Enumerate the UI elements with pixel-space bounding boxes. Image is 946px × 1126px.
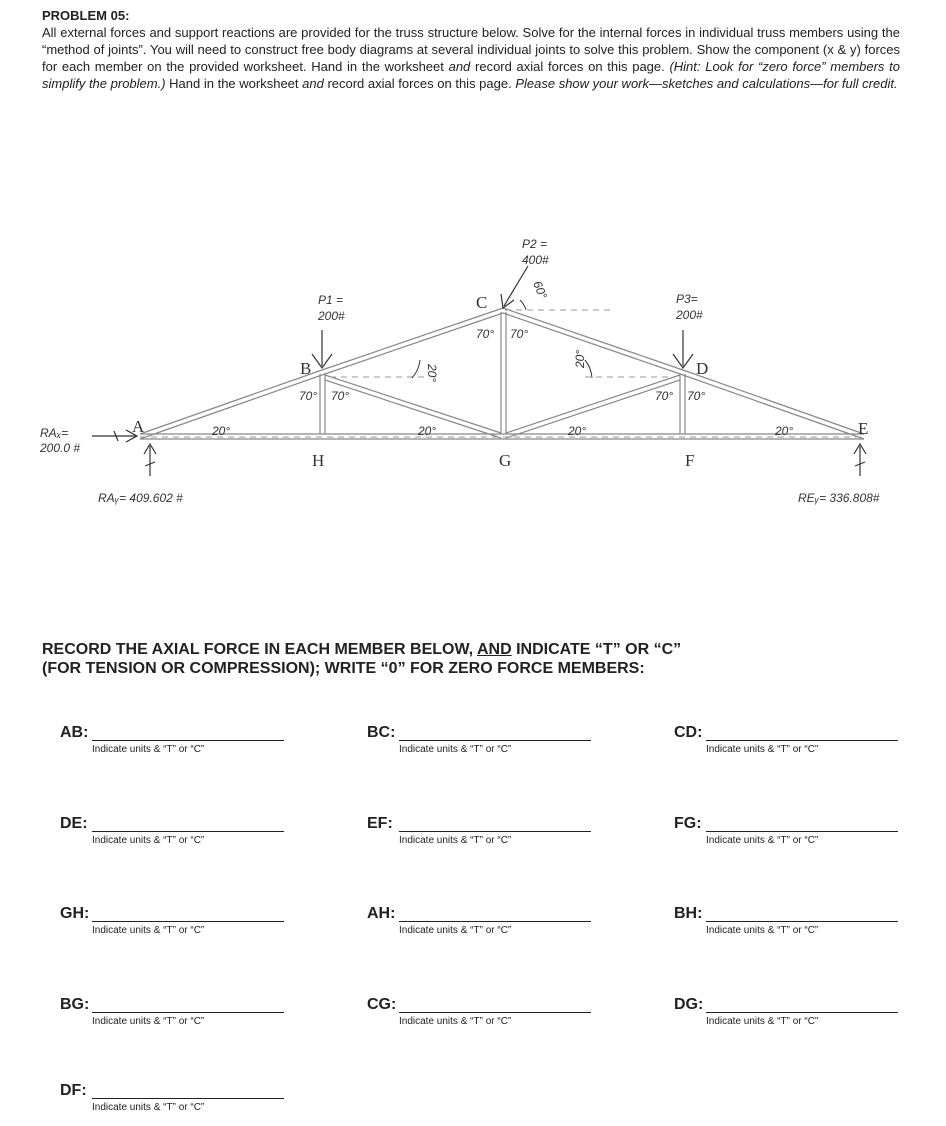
answer-blank[interactable] — [92, 740, 284, 741]
problem-instructions: All external forces and support reactions are provided for the truss structure below. Solve for the internal forces in individual truss members using the “method of joints”. You will need to construct free body diagrams at several individual joints to solve this problem. Show the component (x & y) forces for each member on the provided worksheet. Hand in the worksheet and record axial forces on this page. (Hint: Look for “zero force” members to simplify the problem.) Hand in the worksheet and record axial forces on this page. Please show your work—sketches and calculations—for full credit. — [42, 25, 900, 91]
angle-b-right: 70° — [331, 389, 350, 403]
member-label: BG: — [60, 996, 90, 1013]
member-label: FG: — [674, 815, 702, 832]
member-cg — [501, 312, 506, 434]
truss-diagram — [0, 220, 946, 520]
reaction-ray: RAᵧ= 409.602 # — [98, 491, 183, 505]
node-f: F — [685, 451, 695, 470]
member-ab — [140, 370, 322, 439]
load-p3-name: P3= — [676, 292, 698, 306]
answer-cg — [367, 996, 607, 1036]
answer-blank[interactable] — [706, 831, 898, 832]
answer-blank[interactable] — [92, 831, 284, 832]
load-p1-value: 200# — [318, 309, 345, 323]
answer-hint: Indicate units & “T” or “C” — [92, 1102, 205, 1113]
node-b: B — [300, 359, 312, 378]
member-bg — [325, 375, 501, 438]
node-c: C — [476, 293, 488, 312]
member-label: CG: — [367, 996, 397, 1013]
load-p2-value: 400# — [522, 253, 549, 267]
record-instructions: RECORD THE AXIAL FORCE IN EACH MEMBER BELOW, AND INDICATE “T” OR “C” (FOR TENSION OR COMPRESSION); WRITE “0” FOR ZERO FORCE MEMBERS: — [42, 641, 682, 677]
angle-c-left: 70° — [476, 327, 495, 341]
node-h: H — [312, 451, 325, 470]
angle-bc-dash: 20° — [425, 364, 439, 383]
angle-d-right: 70° — [687, 389, 706, 403]
angle-ah: 20° — [212, 424, 231, 438]
angle-hg: 20° — [418, 424, 437, 438]
reaction-rey: REᵧ= 336.808# — [798, 491, 880, 505]
member-label: BC: — [367, 724, 396, 741]
member-bc — [322, 308, 503, 375]
reaction-rax-value: 200.0 # — [40, 441, 81, 455]
answer-df — [60, 1082, 300, 1122]
angle-c-right: 70° — [510, 327, 529, 341]
answer-blank[interactable] — [399, 740, 591, 741]
member-label: AH: — [367, 905, 396, 922]
reaction-rax-name: RAₓ= — [40, 426, 69, 440]
angle-b-left: 70° — [299, 389, 318, 403]
answer-gh — [60, 905, 300, 945]
node-g: G — [499, 451, 512, 470]
answer-blank[interactable] — [706, 921, 898, 922]
member-label: CD: — [674, 724, 703, 741]
angle-p2: 60° — [530, 278, 551, 301]
member-bottom-chord — [140, 434, 864, 439]
member-bh — [320, 374, 325, 434]
answer-hint: Indicate units & “T” or “C” — [399, 925, 512, 936]
member-label: AB: — [60, 724, 89, 741]
answer-blank[interactable] — [92, 921, 284, 922]
member-cd — [503, 308, 683, 375]
answer-hint: Indicate units & “T” or “C” — [706, 835, 819, 846]
member-dg — [506, 375, 680, 438]
load-p2-name: P2 = — [522, 237, 548, 251]
answer-blank[interactable] — [399, 921, 591, 922]
load-p1-name: P1 = — [318, 293, 344, 307]
member-label: DG: — [674, 996, 704, 1013]
answer-hint: Indicate units & “T” or “C” — [92, 1016, 205, 1027]
node-e: E — [858, 419, 869, 438]
member-df — [680, 374, 685, 434]
answer-blank[interactable] — [92, 1098, 284, 1099]
angle-gf: 20° — [568, 424, 587, 438]
answer-blank[interactable] — [706, 740, 898, 741]
angle-fe: 20° — [775, 424, 794, 438]
answer-hint: Indicate units & “T” or “C” — [706, 925, 819, 936]
member-de — [683, 370, 864, 439]
answer-blank[interactable] — [92, 1012, 284, 1013]
answer-blank[interactable] — [706, 1012, 898, 1013]
answer-ef — [367, 815, 607, 855]
answer-hint: Indicate units & “T” or “C” — [706, 744, 819, 755]
answer-hint: Indicate units & “T” or “C” — [92, 744, 205, 755]
answer-hint: Indicate units & “T” or “C” — [399, 835, 512, 846]
answer-fg — [674, 815, 914, 855]
member-label: DF: — [60, 1082, 87, 1099]
load-p3-value: 200# — [676, 308, 703, 322]
answer-blank[interactable] — [399, 831, 591, 832]
answer-bh — [674, 905, 914, 945]
member-label: BH: — [674, 905, 703, 922]
answer-de — [60, 815, 300, 855]
answer-blank[interactable] — [399, 1012, 591, 1013]
problem-heading: PROBLEM 05: — [42, 8, 130, 23]
member-label: EF: — [367, 815, 393, 832]
answer-cd — [674, 724, 914, 764]
answer-hint: Indicate units & “T” or “C” — [92, 835, 205, 846]
node-a: A — [132, 417, 145, 436]
answer-hint: Indicate units & “T” or “C” — [399, 1016, 512, 1027]
answer-hint: Indicate units & “T” or “C” — [92, 925, 205, 936]
angle-cd-dash: 20° — [573, 349, 587, 368]
answer-bc — [367, 724, 607, 764]
answer-hint: Indicate units & “T” or “C” — [706, 1016, 819, 1027]
answer-ab — [60, 724, 300, 764]
answer-dg — [674, 996, 914, 1036]
member-label: GH: — [60, 905, 90, 922]
member-label: DE: — [60, 815, 88, 832]
node-d: D — [696, 359, 709, 378]
answer-hint: Indicate units & “T” or “C” — [399, 744, 512, 755]
answer-bg — [60, 996, 300, 1036]
answer-ah — [367, 905, 607, 945]
angle-d-left: 70° — [655, 389, 674, 403]
